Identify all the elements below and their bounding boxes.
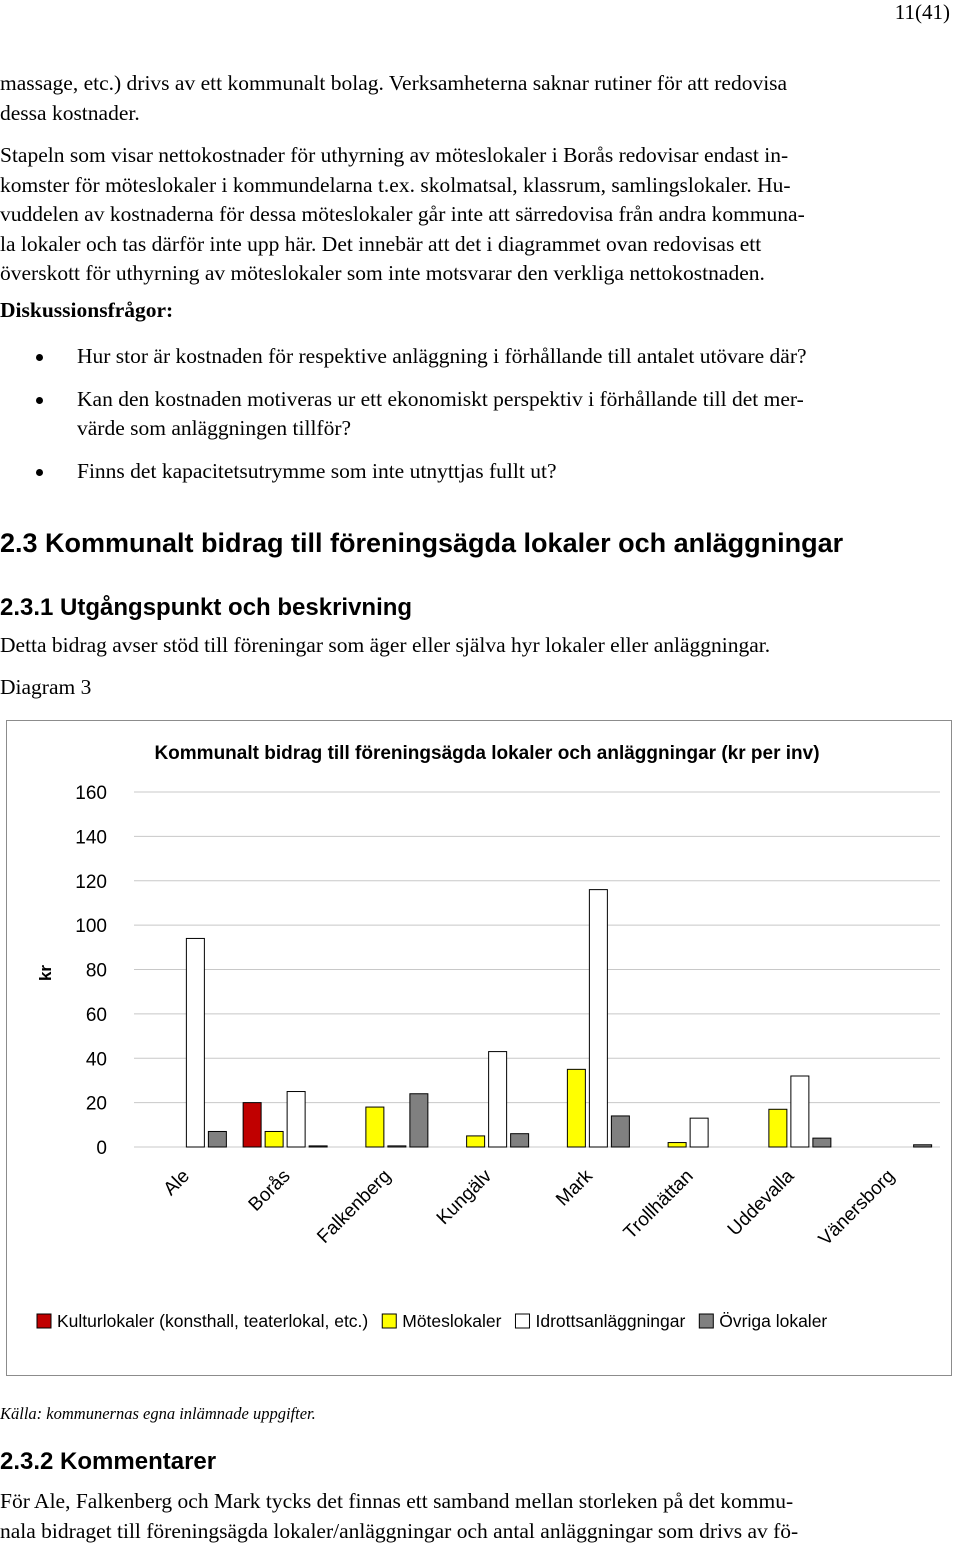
chart-container	[6, 720, 952, 1376]
x-tick-label: Ale	[159, 1165, 194, 1200]
x-tick-label: Vänersborg	[814, 1165, 900, 1250]
y-tick-label: 40	[85, 1049, 107, 1071]
bar	[511, 1134, 529, 1147]
discussion-heading: Diskussionsfrågor:	[0, 298, 174, 322]
x-tick-label: Kungälv	[432, 1165, 497, 1230]
x-tick-label: Mark	[552, 1165, 597, 1211]
text-line: För Ale, Falkenberg och Mark tycks det finnas ett samband mellan storleken på det kommu-	[0, 1489, 794, 1513]
bar	[611, 1116, 629, 1147]
bar	[467, 1136, 485, 1147]
text-line: massage, etc.) drivs av ett kommunalt bolag. Verksamheterna saknar rutiner för att redovisa	[0, 71, 788, 95]
legend-swatch	[515, 1314, 529, 1328]
legend-swatch	[37, 1314, 51, 1328]
bar	[668, 1143, 686, 1147]
bar-chart	[7, 721, 951, 1375]
source-caption: Källa: kommunernas egna inlämnade uppgifter.	[0, 1404, 316, 1423]
intro-paragraph	[0, 69, 958, 128]
bar	[287, 1092, 305, 1147]
page-number: 11(41)	[894, 0, 950, 24]
bar	[309, 1146, 327, 1147]
list-item	[0, 385, 958, 443]
section-text: Detta bidrag avser stöd till föreningar som äger eller själva hyr lokaler eller anläggningar.	[0, 633, 771, 657]
discussion-list	[0, 342, 958, 500]
bar	[410, 1094, 428, 1147]
y-tick-label: 60	[85, 1004, 107, 1026]
x-tick-label: Uddevalla	[723, 1165, 799, 1241]
bar	[791, 1076, 809, 1147]
text-line: komster för möteslokaler i kommundelarna t.ex. skolmatsal, klassrum, samlingslokaler. Hu-	[0, 172, 791, 197]
legend-label: Kulturlokaler (konsthall, teaterlokal, etc.)	[57, 1311, 369, 1331]
x-tick-label: Falkenberg	[313, 1165, 396, 1248]
legend-swatch	[699, 1314, 713, 1328]
y-axis-label: kr	[36, 964, 55, 982]
bar	[589, 890, 607, 1147]
question-line: Finns det kapacitetsutrymme som inte utnyttjas fullt ut?	[77, 459, 557, 483]
question-line: Kan den kostnaden motiveras ur ett ekonomiskt perspektiv i förhållande till det mer-	[77, 387, 804, 411]
text-line: dessa kostnader.	[0, 100, 140, 125]
diagram-label: Diagram 3	[0, 675, 92, 699]
bullet-icon	[36, 469, 43, 476]
y-tick-label: 20	[85, 1093, 107, 1115]
comments-paragraph	[0, 1487, 958, 1546]
bar	[813, 1138, 831, 1147]
bar	[489, 1052, 507, 1147]
bullet-icon	[36, 397, 43, 404]
y-tick-label: 100	[75, 916, 107, 938]
x-tick-label: Trollhättan	[619, 1165, 698, 1244]
bullet-icon	[36, 354, 43, 361]
text-line: la lokaler och tas därför inte upp här. Det innebär att det i diagrammet ovan redovisas ett	[0, 231, 762, 256]
text-line: överskott för uthyrning av möteslokaler som inte motsvarar den verkliga nettokostnaden.	[0, 261, 765, 285]
bar	[388, 1146, 406, 1147]
y-tick-label: 120	[75, 871, 107, 893]
text-line: Stapeln som visar nettokostnader för uthyrning av möteslokaler i Borås redovisar endast in-	[0, 143, 789, 167]
bar	[914, 1145, 932, 1147]
bar	[208, 1131, 226, 1147]
bar	[690, 1118, 708, 1147]
legend-label: Idrottsanläggningar	[535, 1311, 686, 1331]
list-item	[0, 342, 958, 371]
text-line: nala bidraget till föreningsägda lokaler/anläggningar och antal anläggningar som drivs av fö-	[0, 1518, 799, 1543]
bar	[567, 1069, 585, 1147]
subsection-heading: 2.3.1 Utgångspunkt och beskrivning	[0, 594, 413, 621]
bar	[186, 938, 204, 1147]
list-item	[0, 457, 958, 486]
legend-swatch	[382, 1314, 396, 1328]
question-line: värde som anläggningen tillför?	[77, 416, 352, 440]
y-tick-label: 80	[85, 960, 107, 982]
subsection-heading-comments: 2.3.2 Kommentarer	[0, 1448, 217, 1475]
y-tick-label: 140	[75, 827, 107, 849]
bar	[243, 1103, 261, 1147]
text-line: vuddelen av kostnaderna för dessa möteslokaler går inte att särredovisa från andra kommuna-	[0, 202, 805, 226]
y-tick-label: 0	[96, 1138, 107, 1159]
section-heading: 2.3 Kommunalt bidrag till föreningsägda lokaler och anläggningar	[0, 528, 844, 558]
stapel-paragraph	[0, 141, 958, 289]
legend-label: Övriga lokaler	[719, 1311, 828, 1331]
question-line: Hur stor är kostnaden för respektive anläggning i förhållande till antalet utövare där?	[77, 344, 807, 368]
bar	[265, 1131, 283, 1147]
x-tick-label: Borås	[244, 1165, 295, 1216]
y-tick-label: 160	[75, 783, 107, 804]
chart-title: Kommunalt bidrag till föreningsägda lokaler och anläggningar (kr per inv)	[154, 743, 820, 764]
legend-label: Möteslokaler	[402, 1311, 502, 1331]
bar	[769, 1109, 787, 1147]
bar	[366, 1107, 384, 1147]
